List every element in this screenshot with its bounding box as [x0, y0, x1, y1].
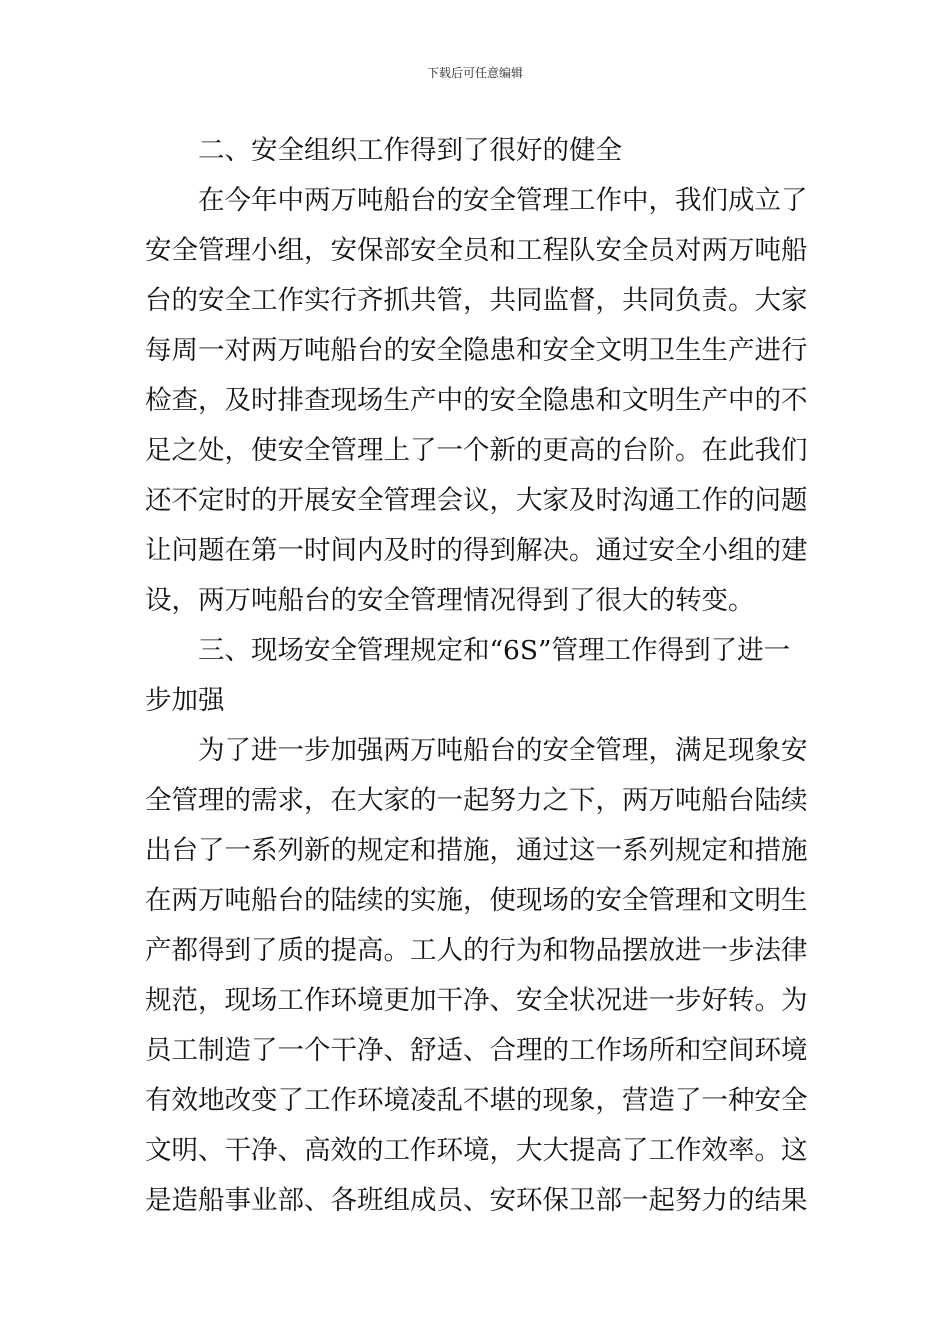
paragraph-line: 台的安全工作实行齐抓共管，共同监督，共同负责。大家 — [145, 285, 808, 316]
document-body — [145, 126, 811, 1226]
section-heading-3-continuation: 步加强 — [145, 685, 225, 716]
paragraph-line: 出台了一系列新的规定和措施，通过这一系列规定和措施 — [145, 835, 808, 866]
paragraph-line: 安全管理小组，安保部安全员和工程队安全员对两万吨船 — [145, 235, 808, 266]
paragraph-line: 检查，及时排查现场生产中的安全隐患和文明生产中的不 — [145, 385, 808, 416]
paragraph-line: 每周一对两万吨船台的安全隐患和安全文明卫生生产进行 — [145, 335, 808, 366]
paragraph-line: 还不定时的开展安全管理会议，大家及时沟通工作的问题 — [145, 485, 808, 516]
page-header: 下载后可任意编辑 — [426, 66, 523, 80]
paragraph-line: 在两万吨船台的陆续的实施，使现场的安全管理和文明生 — [145, 885, 808, 916]
paragraph-line: 文明、干净、高效的工作环境，大大提高了工作效率。这 — [145, 1135, 808, 1166]
paragraph-line: 在今年中两万吨船台的安全管理工作中，我们成立了 — [198, 185, 808, 216]
paragraph-line: 产都得到了质的提高。工人的行为和物品摆放进一步法律 — [145, 935, 808, 966]
paragraph-line: 足之处，使安全管理上了一个新的更高的台阶。在此我们 — [145, 435, 808, 466]
paragraph-line: 员工制造了一个干净、舒适、合理的工作场所和空间环境 — [145, 1035, 808, 1066]
paragraph-line: 规范，现场工作环境更加干净、安全状况进一步好转。为 — [145, 985, 808, 1016]
paragraph-line: 设，两万吨船台的安全管理情况得到了很大的转变。 — [145, 585, 755, 616]
paragraph-line: 让问题在第一时间内及时的得到解决。通过安全小组的建 — [145, 535, 808, 566]
paragraph-line: 为了进一步加强两万吨船台的安全管理，满足现象安 — [198, 735, 808, 766]
section-heading-3: 三、现场安全管理规定和“6S”管理工作得到了进一 — [198, 635, 791, 666]
paragraph-line: 是造船事业部、各班组成员、安环保卫部一起努力的结果 — [145, 1185, 808, 1216]
paragraph-line: 有效地改变了工作环境凌乱不堪的现象，营造了一种安全 — [145, 1085, 808, 1116]
paragraph-line: 全管理的需求，在大家的一起努力之下，两万吨船台陆续 — [145, 785, 808, 816]
section-heading-2: 二、安全组织工作得到了很好的健全 — [198, 135, 622, 166]
